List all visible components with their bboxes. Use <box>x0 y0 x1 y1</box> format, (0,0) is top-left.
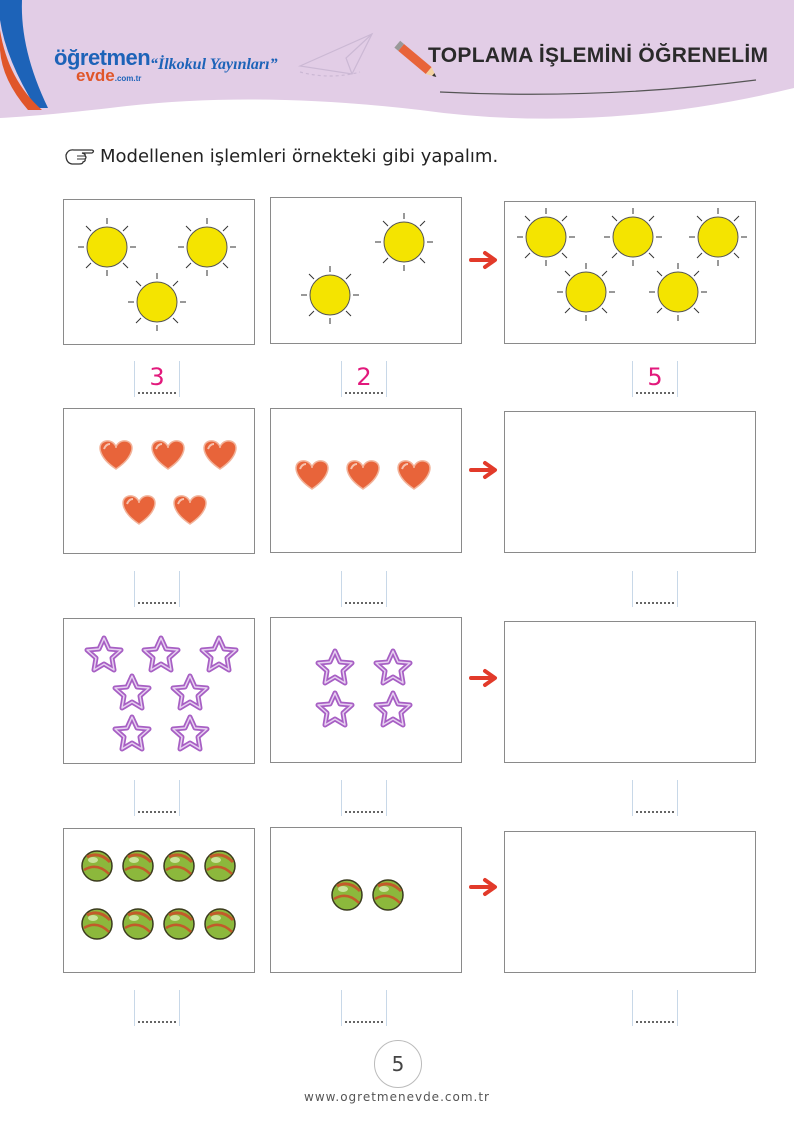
instruction-text: Modellenen işlemleri örnekteki gibi yapalım. <box>100 145 499 167</box>
sun-icon <box>375 213 433 271</box>
sun-icon <box>689 208 747 266</box>
star-icon <box>173 676 207 708</box>
sun-icon <box>517 208 575 266</box>
sun-icon <box>178 218 236 276</box>
model-box-row4-middle <box>270 827 462 973</box>
star-icon <box>115 717 149 749</box>
ball-icon <box>373 880 403 910</box>
page-title: TOPLAMA İŞLEMİNİ ÖĞRENELİM <box>428 44 769 67</box>
sun-group <box>505 202 755 343</box>
website-url: www.ogretmenevde.com.tr <box>304 1090 490 1104</box>
logo-bottom-text: evde <box>76 66 115 85</box>
result-box-row1 <box>504 201 756 344</box>
answer-number: 2 <box>356 363 372 391</box>
model-box-row1-left <box>63 199 255 345</box>
publisher-logo <box>54 45 151 87</box>
star-icon <box>144 638 178 670</box>
result-box-row3[interactable] <box>504 621 756 763</box>
heart-icon <box>152 441 184 469</box>
star-icon <box>173 717 207 749</box>
heart-icon <box>204 441 236 469</box>
answer-blank-row4-middle[interactable] <box>341 990 387 1026</box>
star-group <box>271 618 461 762</box>
ball-icon <box>332 880 362 910</box>
answer-blank-row3-middle[interactable] <box>341 780 387 816</box>
ball-group <box>64 829 254 972</box>
star-icon <box>376 651 410 683</box>
ball-icon <box>164 909 194 939</box>
model-box-row2-middle <box>270 408 462 553</box>
result-box-row2[interactable] <box>504 411 756 553</box>
result-box-row4[interactable] <box>504 831 756 973</box>
answer-blank-row4-result[interactable] <box>632 990 678 1026</box>
heart-group <box>64 409 254 553</box>
ball-icon <box>164 851 194 881</box>
page-header <box>0 0 794 130</box>
star-icon <box>376 693 410 725</box>
answer-number: 5 <box>647 363 663 391</box>
heart-icon <box>100 441 132 469</box>
model-box-row2-left <box>63 408 255 554</box>
answer-blank-row3-result[interactable] <box>632 780 678 816</box>
right-arrow-icon <box>469 877 499 897</box>
logo-domain: .com.tr <box>114 74 142 83</box>
heart-group <box>271 409 461 552</box>
heart-icon <box>123 496 155 524</box>
sun-icon <box>557 263 615 321</box>
model-box-row3-middle <box>270 617 462 763</box>
sun-group <box>271 198 461 343</box>
star-icon <box>115 676 149 708</box>
sun-icon <box>128 273 186 331</box>
answer-number: 3 <box>149 363 165 391</box>
instruction <box>64 143 498 169</box>
model-box-row3-left <box>63 618 255 764</box>
star-icon <box>87 638 121 670</box>
answer-blank-row3-left[interactable] <box>134 780 180 816</box>
ball-icon <box>82 909 112 939</box>
answer-blank-row1-middle <box>341 361 387 397</box>
sun-group <box>64 200 254 344</box>
model-box-row1-middle <box>270 197 462 344</box>
answer-blank-row2-result[interactable] <box>632 571 678 607</box>
star-group <box>64 619 254 763</box>
answer-blank-row2-left[interactable] <box>134 571 180 607</box>
ball-icon <box>82 851 112 881</box>
answer-blank-row2-middle[interactable] <box>341 571 387 607</box>
ball-icon <box>123 851 153 881</box>
answer-blank-row1-left <box>134 361 180 397</box>
logo-top-text: öğretmen <box>54 45 151 70</box>
right-arrow-icon <box>469 250 499 270</box>
sun-icon <box>649 263 707 321</box>
ball-icon <box>205 909 235 939</box>
star-icon <box>318 651 352 683</box>
heart-icon <box>296 461 328 489</box>
ball-icon <box>205 851 235 881</box>
sun-icon <box>78 218 136 276</box>
star-icon <box>202 638 236 670</box>
star-icon <box>318 693 352 725</box>
model-box-row4-left <box>63 828 255 973</box>
page-number: 5 <box>374 1040 422 1088</box>
right-arrow-icon <box>469 460 499 480</box>
publisher-name: “İlkokul Yayınları” <box>150 56 278 73</box>
ball-icon <box>123 909 153 939</box>
heart-icon <box>347 461 379 489</box>
answer-blank-row1-result <box>632 361 678 397</box>
sun-icon <box>301 266 359 324</box>
sun-icon <box>604 208 662 266</box>
ball-group <box>271 828 461 972</box>
heart-icon <box>398 461 430 489</box>
answer-blank-row4-left[interactable] <box>134 990 180 1026</box>
right-arrow-icon <box>469 668 499 688</box>
heart-icon <box>174 496 206 524</box>
pointing-hand-icon <box>64 143 96 169</box>
